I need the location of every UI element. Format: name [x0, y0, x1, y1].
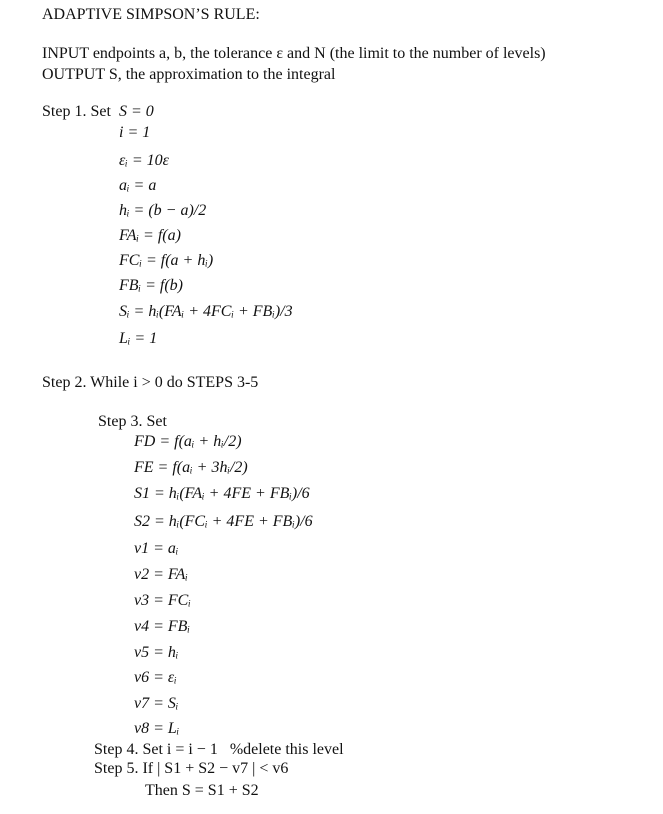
input-line: INPUT endpoints a, b, the tolerance ε and N (the limit to the number of levels) [42, 45, 546, 62]
step3-line: v7 = Sᵢ [134, 695, 179, 712]
step3-line: FD = f(aᵢ + hᵢ/2) [134, 433, 242, 450]
step5-then-line: Then S = S1 + S2 [145, 782, 259, 799]
step1-line: εᵢ = 10ε [119, 152, 169, 169]
document-title: ADAPTIVE SIMPSON’S RULE: [42, 6, 260, 23]
step1-line: FCᵢ = f(a + hᵢ) [119, 252, 214, 269]
step3-line: S1 = hᵢ(FAᵢ + 4FE + FBᵢ)/6 [134, 485, 310, 502]
step1-label: Step 1. Set [42, 103, 111, 120]
step3-line: v2 = FAᵢ [134, 566, 188, 583]
step5-line: Step 5. If | S1 + S2 − v7 | < v6 [94, 760, 289, 777]
step3-line: v3 = FCᵢ [134, 592, 191, 609]
step3-label: Step 3. Set [98, 413, 167, 430]
step3-line: FE = f(aᵢ + 3hᵢ/2) [134, 459, 248, 476]
step1-line: FAᵢ = f(a) [119, 227, 181, 244]
step1-line: S = 0 [119, 103, 154, 120]
step3-line: v8 = Lᵢ [134, 720, 180, 737]
step3-line: v5 = hᵢ [134, 644, 179, 661]
step4-line: Step 4. Set i = i − 1 %delete this level [94, 741, 344, 758]
step1-line: hᵢ = (b − a)/2 [119, 202, 207, 219]
step1-line: aᵢ = a [119, 177, 157, 194]
step3-line: S2 = hᵢ(FCᵢ + 4FE + FBᵢ)/6 [134, 513, 313, 530]
step1-line: FBᵢ = f(b) [119, 277, 183, 294]
step3-line: v4 = FBᵢ [134, 618, 190, 635]
step3-line: v6 = εᵢ [134, 669, 177, 686]
step1-line: i = 1 [119, 124, 151, 141]
step3-line: v1 = aᵢ [134, 540, 179, 557]
step1-line: Sᵢ = hᵢ(FAᵢ + 4FCᵢ + FBᵢ)/3 [119, 303, 293, 320]
step1-line: Lᵢ = 1 [119, 330, 158, 347]
output-line: OUTPUT S, the approximation to the integral [42, 66, 336, 83]
step2-line: Step 2. While i > 0 do STEPS 3-5 [42, 374, 259, 391]
